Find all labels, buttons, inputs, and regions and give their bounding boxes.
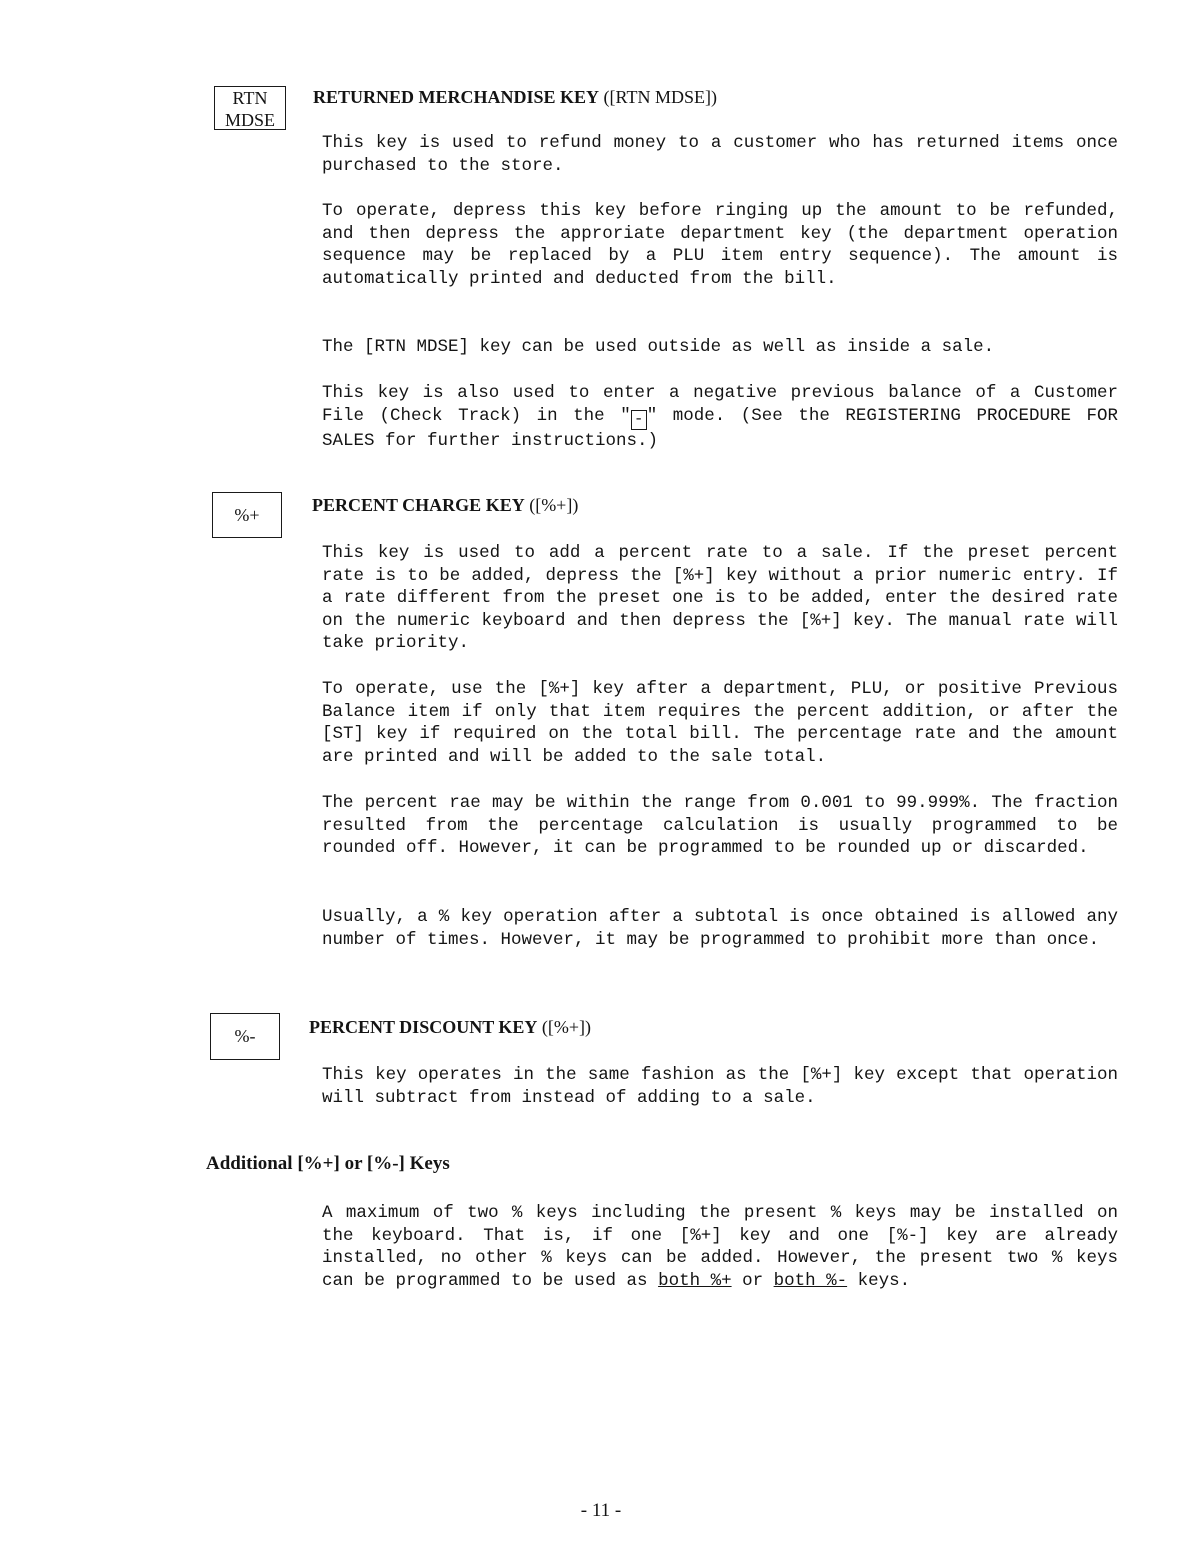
rtn-mdse-key-box: [214, 86, 286, 130]
paragraph-text-after: " mode. (See the REGISTERING PROCEDURE FOR SALES for further instructions.): [322, 405, 1118, 451]
key-label-line-1: RTN: [232, 88, 268, 108]
paragraph: Usually, a % key operation after a subtotal is once obtained is allowed any number of times. However, it may be programmed to prohibit more than once.: [322, 907, 1118, 950]
paragraph: The percent rae may be within the range from 0.001 to 99.999%. The fraction resulted from the percentage calculation is usually programmed to be rounded off. However, it can be programmed to be rounded up or discarded.: [322, 793, 1118, 858]
paragraph-text-before: This key is also used to enter a negative previous balance of a Customer File (Check Track) in the ": [322, 383, 1118, 426]
paragraph: This key is used to add a percent rate to a sale. If the preset percent rate is to be added, depress the [%+] key without a prior numeric entry. If a rate different from the preset one is to be added, enter the desired rate on the numeric keyboard and then depress the [%+] key. The manual rate will take priority.: [322, 543, 1118, 653]
paragraph: The [RTN MDSE] key can be used outside as well as inside a sale.: [322, 337, 995, 357]
paragraph-text-middle: or: [731, 1270, 774, 1291]
paragraph-text-after: keys.: [847, 1270, 911, 1291]
minus-mode-key-icon: -: [631, 410, 647, 430]
key-label-line-1: %+: [234, 505, 260, 525]
section-title-suffix: ([RTN MDSE]): [603, 87, 717, 107]
key-label-line-1: %-: [234, 1026, 256, 1046]
section-title: PERCENT DISCOUNT KEY: [309, 1017, 538, 1037]
paragraph-text-before: A maximum of two % keys including the present % keys may be installed on the keyboard. That is, if one [%+] key and one [%-] key are already installed, no other % keys can be added. However, the present two % keys can be programmed to be used as: [322, 1203, 1118, 1291]
underlined-both-plus: both %+: [658, 1270, 732, 1291]
underlined-both-minus: both %-: [773, 1270, 848, 1291]
section-title-suffix: ([%+]): [541, 1017, 592, 1037]
additional-keys-paragraph: [322, 1202, 1118, 1292]
paragraph: This key is used to refund money to a customer who has returned items once purchased to the store.: [322, 133, 1118, 176]
section-heading-percent-charge: [312, 495, 578, 516]
section-title-suffix: ([%+]): [529, 495, 579, 515]
paragraph-mode-reference: [322, 382, 1118, 452]
section-heading-returned-merchandise: [313, 87, 717, 108]
paragraph: This key operates in the same fashion as the [%+] key except that operation will subtract from instead of adding to a sale.: [322, 1065, 1118, 1108]
page-number: - 11 -: [580, 1500, 622, 1521]
paragraph: To operate, use the [%+] key after a department, PLU, or positive Previous Balance item if only that item requires the percent addition, or after the [ST] key if required on the total bill. The percentage rate and the amount are printed and will be added to the sale total.: [322, 679, 1118, 767]
section-title: PERCENT CHARGE KEY: [312, 495, 525, 515]
section-heading-percent-discount: [309, 1017, 591, 1038]
key-label-line-2: MDSE: [224, 110, 275, 130]
section-title: RETURNED MERCHANDISE KEY: [313, 87, 600, 107]
paragraph: To operate, depress this key before ringing up the amount to be refunded, and then depress the approriate department key (the department operation sequence may be replaced by a PLU item entry sequence). The amount is automatically printed and deducted from the bill.: [322, 201, 1118, 289]
percent-plus-key-box: [212, 492, 282, 538]
percent-minus-key-box: [210, 1013, 280, 1060]
additional-keys-heading: Additional [%+] or [%-] Keys: [206, 1153, 450, 1174]
